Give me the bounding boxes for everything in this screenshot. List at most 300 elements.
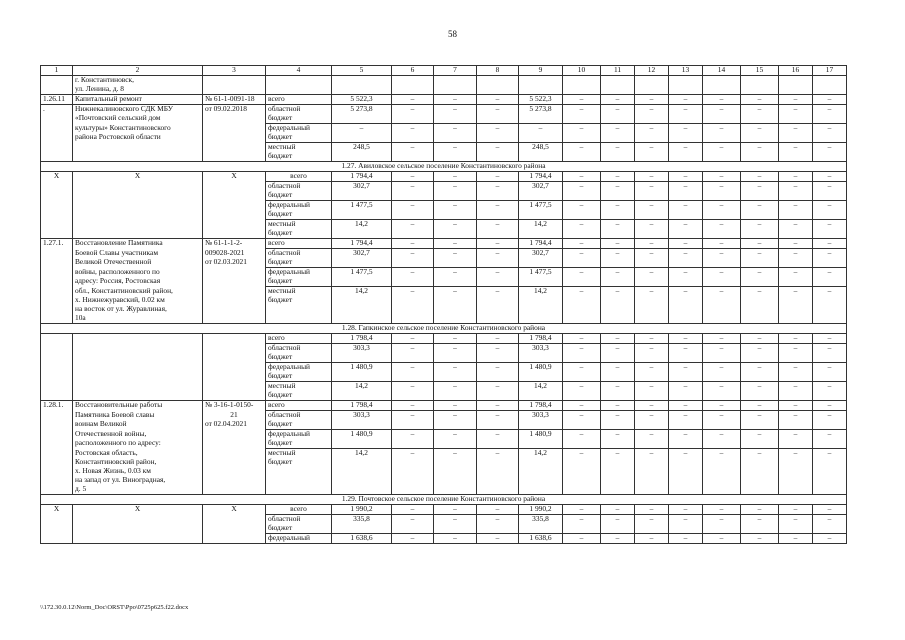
value-cell	[813, 314, 847, 324]
value-cell	[332, 85, 392, 95]
section-row	[41, 162, 847, 172]
value-cell: –	[563, 534, 601, 544]
value-cell: 1 798,4	[519, 334, 563, 344]
value-cell	[477, 458, 519, 467]
value-cell	[779, 439, 813, 449]
item-number-cell	[41, 363, 73, 373]
value-cell	[434, 372, 477, 382]
value-cell	[779, 467, 813, 476]
budget-source-cell: областной	[266, 249, 332, 259]
value-cell: –	[477, 239, 519, 249]
document-cell	[203, 85, 266, 95]
value-cell: –	[392, 505, 434, 515]
value-cell	[669, 277, 703, 287]
document-cell	[203, 334, 266, 344]
budget-source-cell: бюджет	[266, 439, 332, 449]
document-cell	[203, 344, 266, 354]
value-cell	[669, 152, 703, 162]
value-cell: –	[434, 124, 477, 134]
value-cell	[669, 372, 703, 382]
value-cell	[601, 296, 635, 305]
value-cell	[703, 277, 741, 287]
value-cell: –	[813, 344, 847, 354]
item-number-cell	[41, 344, 73, 354]
item-number-cell	[41, 524, 73, 534]
document-cell: X	[203, 172, 266, 182]
item-number-cell	[41, 382, 73, 392]
value-cell	[669, 353, 703, 363]
table-row	[41, 476, 847, 485]
value-cell: –	[703, 287, 741, 297]
value-cell	[703, 296, 741, 305]
table-row	[41, 201, 847, 211]
value-cell	[741, 458, 779, 467]
budget-source-cell: областной	[266, 182, 332, 192]
document-cell: № 61-1-1-2-	[203, 239, 266, 249]
value-cell: –	[434, 172, 477, 182]
value-cell: –	[669, 287, 703, 297]
value-cell	[669, 85, 703, 95]
value-cell: 1 477,5	[519, 201, 563, 211]
object-name-cell	[73, 201, 203, 211]
value-cell: –	[669, 239, 703, 249]
budget-source-cell: федеральный	[266, 363, 332, 373]
value-cell	[434, 458, 477, 467]
value-cell: –	[601, 534, 635, 544]
value-cell: –	[635, 505, 669, 515]
budget-table	[40, 65, 847, 544]
value-cell: –	[813, 515, 847, 525]
document-cell: X	[203, 505, 266, 515]
value-cell	[477, 467, 519, 476]
value-cell: –	[741, 534, 779, 544]
value-cell	[779, 114, 813, 124]
value-cell: –	[563, 95, 601, 105]
value-cell: –	[741, 220, 779, 230]
object-name-cell	[73, 220, 203, 230]
value-cell: –	[434, 105, 477, 115]
value-cell	[813, 467, 847, 476]
value-cell: –	[813, 124, 847, 134]
value-cell	[392, 314, 434, 324]
value-cell: 14,2	[332, 287, 392, 297]
value-cell	[741, 152, 779, 162]
object-name-cell: ул. Ленина, д. 8	[73, 85, 203, 95]
value-cell	[519, 439, 563, 449]
table-row	[41, 458, 847, 467]
value-cell: –	[703, 95, 741, 105]
value-cell: –	[741, 182, 779, 192]
object-name-cell: «Почтовский сельский дом	[73, 114, 203, 124]
value-cell: –	[813, 95, 847, 105]
object-name-cell	[73, 229, 203, 239]
value-cell: 303,3	[519, 411, 563, 421]
budget-source-cell	[266, 314, 332, 324]
value-cell: –	[392, 239, 434, 249]
value-cell: –	[434, 268, 477, 278]
value-cell	[669, 467, 703, 476]
value-cell: –	[434, 334, 477, 344]
object-name-cell	[73, 534, 203, 544]
value-cell	[813, 485, 847, 495]
budget-source-cell: бюджет	[266, 133, 332, 143]
value-cell: 303,3	[332, 344, 392, 354]
value-cell	[519, 258, 563, 268]
value-cell	[669, 76, 703, 86]
document-cell	[203, 467, 266, 476]
value-cell	[563, 458, 601, 467]
item-number-cell	[41, 430, 73, 440]
value-cell	[563, 258, 601, 268]
item-number-cell: 1.27.1.	[41, 239, 73, 249]
value-cell: –	[392, 268, 434, 278]
value-cell	[332, 258, 392, 268]
budget-source-cell: областной	[266, 515, 332, 525]
value-cell	[779, 210, 813, 220]
value-cell	[563, 476, 601, 485]
value-cell	[635, 152, 669, 162]
value-cell	[601, 210, 635, 220]
value-cell: –	[669, 401, 703, 411]
value-cell: –	[635, 430, 669, 440]
value-cell: –	[601, 220, 635, 230]
value-cell: –	[332, 124, 392, 134]
item-number-cell	[41, 515, 73, 525]
value-cell: –	[563, 401, 601, 411]
value-cell	[741, 133, 779, 143]
value-cell: –	[779, 449, 813, 459]
value-cell	[477, 210, 519, 220]
value-cell: –	[669, 505, 703, 515]
value-cell	[779, 191, 813, 201]
value-cell	[635, 76, 669, 86]
value-cell	[434, 439, 477, 449]
value-cell	[477, 277, 519, 287]
value-cell	[519, 485, 563, 495]
budget-source-cell: всего	[266, 334, 332, 344]
document-cell	[203, 229, 266, 239]
item-number-cell	[41, 143, 73, 153]
value-cell	[601, 467, 635, 476]
header-cell: 8	[477, 66, 519, 76]
value-cell	[601, 85, 635, 95]
value-cell: 248,5	[519, 143, 563, 153]
object-name-cell	[73, 344, 203, 354]
value-cell	[434, 420, 477, 430]
value-cell	[332, 372, 392, 382]
value-cell: –	[601, 143, 635, 153]
value-cell	[779, 305, 813, 314]
header-cell: 14	[703, 66, 741, 76]
value-cell: –	[635, 534, 669, 544]
value-cell	[813, 229, 847, 239]
header-cell: 13	[669, 66, 703, 76]
table-row	[41, 133, 847, 143]
value-cell	[392, 439, 434, 449]
column-number-header	[41, 66, 847, 76]
value-cell	[519, 305, 563, 314]
document-cell	[203, 524, 266, 534]
value-cell: –	[477, 449, 519, 459]
value-cell	[392, 229, 434, 239]
value-cell	[635, 353, 669, 363]
value-cell: –	[434, 382, 477, 392]
value-cell: –	[779, 124, 813, 134]
budget-source-cell: бюджет	[266, 114, 332, 124]
value-cell	[519, 372, 563, 382]
value-cell	[779, 229, 813, 239]
value-cell	[741, 210, 779, 220]
value-cell: –	[601, 172, 635, 182]
value-cell: –	[563, 182, 601, 192]
value-cell	[741, 114, 779, 124]
value-cell	[635, 420, 669, 430]
document-cell: от 02.04.2021	[203, 420, 266, 430]
value-cell: –	[392, 534, 434, 544]
value-cell	[741, 191, 779, 201]
value-cell	[779, 314, 813, 324]
value-cell	[741, 476, 779, 485]
value-cell	[669, 476, 703, 485]
value-cell: –	[635, 382, 669, 392]
value-cell	[392, 476, 434, 485]
value-cell: –	[434, 401, 477, 411]
value-cell: –	[779, 220, 813, 230]
value-cell	[434, 476, 477, 485]
value-cell	[392, 133, 434, 143]
value-cell: 248,5	[332, 143, 392, 153]
budget-source-cell: местный	[266, 382, 332, 392]
value-cell: –	[477, 411, 519, 421]
value-cell	[332, 485, 392, 495]
budget-source-cell: бюджет	[266, 152, 332, 162]
value-cell: –	[563, 201, 601, 211]
object-name-cell: района Ростовской области	[73, 133, 203, 143]
value-cell	[434, 76, 477, 86]
budget-source-cell: всего	[266, 239, 332, 249]
value-cell: –	[392, 401, 434, 411]
value-cell: –	[392, 344, 434, 354]
value-cell: –	[669, 172, 703, 182]
object-name-cell	[73, 524, 203, 534]
value-cell	[477, 76, 519, 86]
value-cell: –	[563, 449, 601, 459]
item-number-cell	[41, 534, 73, 544]
document-cell	[203, 363, 266, 373]
value-cell: 1 477,5	[519, 268, 563, 278]
value-cell	[635, 391, 669, 401]
table-row	[41, 95, 847, 105]
value-cell	[669, 485, 703, 495]
value-cell: –	[779, 344, 813, 354]
value-cell: –	[703, 124, 741, 134]
header-cell: 4	[266, 66, 332, 76]
item-number-cell: .	[41, 105, 73, 115]
value-cell	[519, 85, 563, 95]
table-row	[41, 76, 847, 86]
section-title: 1.27. Авиловское сельское поселение Константиновского района	[41, 162, 847, 172]
value-cell	[601, 476, 635, 485]
table-row	[41, 314, 847, 324]
budget-source-cell: местный	[266, 449, 332, 459]
value-cell: –	[601, 182, 635, 192]
budget-source-cell: бюджет	[266, 524, 332, 534]
value-cell	[813, 85, 847, 95]
value-cell: –	[669, 201, 703, 211]
value-cell	[477, 85, 519, 95]
value-cell: –	[741, 268, 779, 278]
value-cell	[635, 210, 669, 220]
value-cell: –	[635, 268, 669, 278]
value-cell: –	[563, 105, 601, 115]
value-cell	[703, 476, 741, 485]
value-cell: –	[741, 95, 779, 105]
value-cell	[477, 133, 519, 143]
value-cell: –	[392, 515, 434, 525]
value-cell	[601, 114, 635, 124]
value-cell	[741, 524, 779, 534]
table-row	[41, 182, 847, 192]
value-cell: –	[669, 249, 703, 259]
value-cell: –	[669, 268, 703, 278]
value-cell	[635, 305, 669, 314]
value-cell	[477, 372, 519, 382]
value-cell: –	[669, 430, 703, 440]
value-cell	[519, 133, 563, 143]
value-cell	[519, 467, 563, 476]
value-cell	[635, 277, 669, 287]
value-cell	[332, 114, 392, 124]
value-cell	[434, 210, 477, 220]
value-cell: –	[669, 449, 703, 459]
value-cell: –	[741, 449, 779, 459]
value-cell	[563, 296, 601, 305]
value-cell	[779, 133, 813, 143]
item-number-cell	[41, 420, 73, 430]
value-cell	[635, 114, 669, 124]
value-cell: –	[779, 95, 813, 105]
value-cell: –	[741, 430, 779, 440]
value-cell	[779, 524, 813, 534]
value-cell: –	[669, 124, 703, 134]
value-cell	[669, 210, 703, 220]
item-number-cell	[41, 268, 73, 278]
value-cell: –	[392, 382, 434, 392]
item-number-cell	[41, 391, 73, 401]
value-cell	[779, 420, 813, 430]
value-cell	[635, 476, 669, 485]
value-cell	[601, 524, 635, 534]
value-cell	[434, 314, 477, 324]
value-cell: –	[635, 105, 669, 115]
table-row	[41, 344, 847, 354]
value-cell	[392, 391, 434, 401]
table-row	[41, 524, 847, 534]
value-cell: 335,8	[519, 515, 563, 525]
budget-source-cell: всего	[266, 172, 332, 182]
value-cell	[635, 314, 669, 324]
section-row	[41, 324, 847, 334]
value-cell	[477, 391, 519, 401]
value-cell	[601, 391, 635, 401]
object-name-cell: х. Нижнежуравский, 0.02 км	[73, 296, 203, 305]
value-cell: –	[434, 143, 477, 153]
document-cell	[203, 449, 266, 459]
value-cell	[392, 152, 434, 162]
value-cell	[779, 353, 813, 363]
value-cell	[477, 439, 519, 449]
header-cell: 1	[41, 66, 73, 76]
value-cell: –	[563, 172, 601, 182]
object-name-cell: на запад от ул. Виноградная,	[73, 476, 203, 485]
value-cell: –	[477, 220, 519, 230]
budget-source-cell: бюджет	[266, 458, 332, 467]
value-cell: –	[669, 411, 703, 421]
value-cell: –	[392, 220, 434, 230]
value-cell: –	[813, 220, 847, 230]
value-cell	[741, 391, 779, 401]
value-cell	[434, 152, 477, 162]
value-cell: 1 794,4	[519, 239, 563, 249]
value-cell	[477, 524, 519, 534]
value-cell	[669, 524, 703, 534]
value-cell	[434, 229, 477, 239]
document-cell: 21	[203, 411, 266, 421]
value-cell: –	[477, 363, 519, 373]
value-cell	[741, 258, 779, 268]
value-cell: –	[635, 334, 669, 344]
value-cell	[477, 305, 519, 314]
value-cell: –	[477, 505, 519, 515]
value-cell: –	[813, 382, 847, 392]
value-cell: 1 638,6	[332, 534, 392, 544]
budget-source-cell	[266, 467, 332, 476]
value-cell: 1 798,4	[332, 334, 392, 344]
item-number-cell	[41, 439, 73, 449]
table-row	[41, 85, 847, 95]
table-row	[41, 239, 847, 249]
value-cell	[601, 353, 635, 363]
value-cell	[332, 391, 392, 401]
value-cell: –	[392, 172, 434, 182]
value-cell	[703, 485, 741, 495]
value-cell: –	[434, 505, 477, 515]
value-cell	[703, 210, 741, 220]
value-cell: –	[669, 515, 703, 525]
budget-source-cell: бюджет	[266, 258, 332, 268]
budget-source-cell: бюджет	[266, 296, 332, 305]
value-cell	[813, 353, 847, 363]
value-cell: –	[669, 220, 703, 230]
value-cell: –	[635, 239, 669, 249]
value-cell	[392, 372, 434, 382]
value-cell	[519, 277, 563, 287]
value-cell: –	[601, 268, 635, 278]
object-name-cell: Восстановление Памятника	[73, 239, 203, 249]
value-cell	[332, 191, 392, 201]
item-number-cell: 1.26.11	[41, 95, 73, 105]
value-cell: 14,2	[332, 220, 392, 230]
value-cell: –	[703, 344, 741, 354]
value-cell	[332, 76, 392, 86]
value-cell	[741, 467, 779, 476]
item-number-cell	[41, 476, 73, 485]
value-cell	[813, 152, 847, 162]
value-cell	[741, 314, 779, 324]
item-number-cell	[41, 458, 73, 467]
object-name-cell: культуры» Константиновского	[73, 124, 203, 134]
item-number-cell	[41, 249, 73, 259]
